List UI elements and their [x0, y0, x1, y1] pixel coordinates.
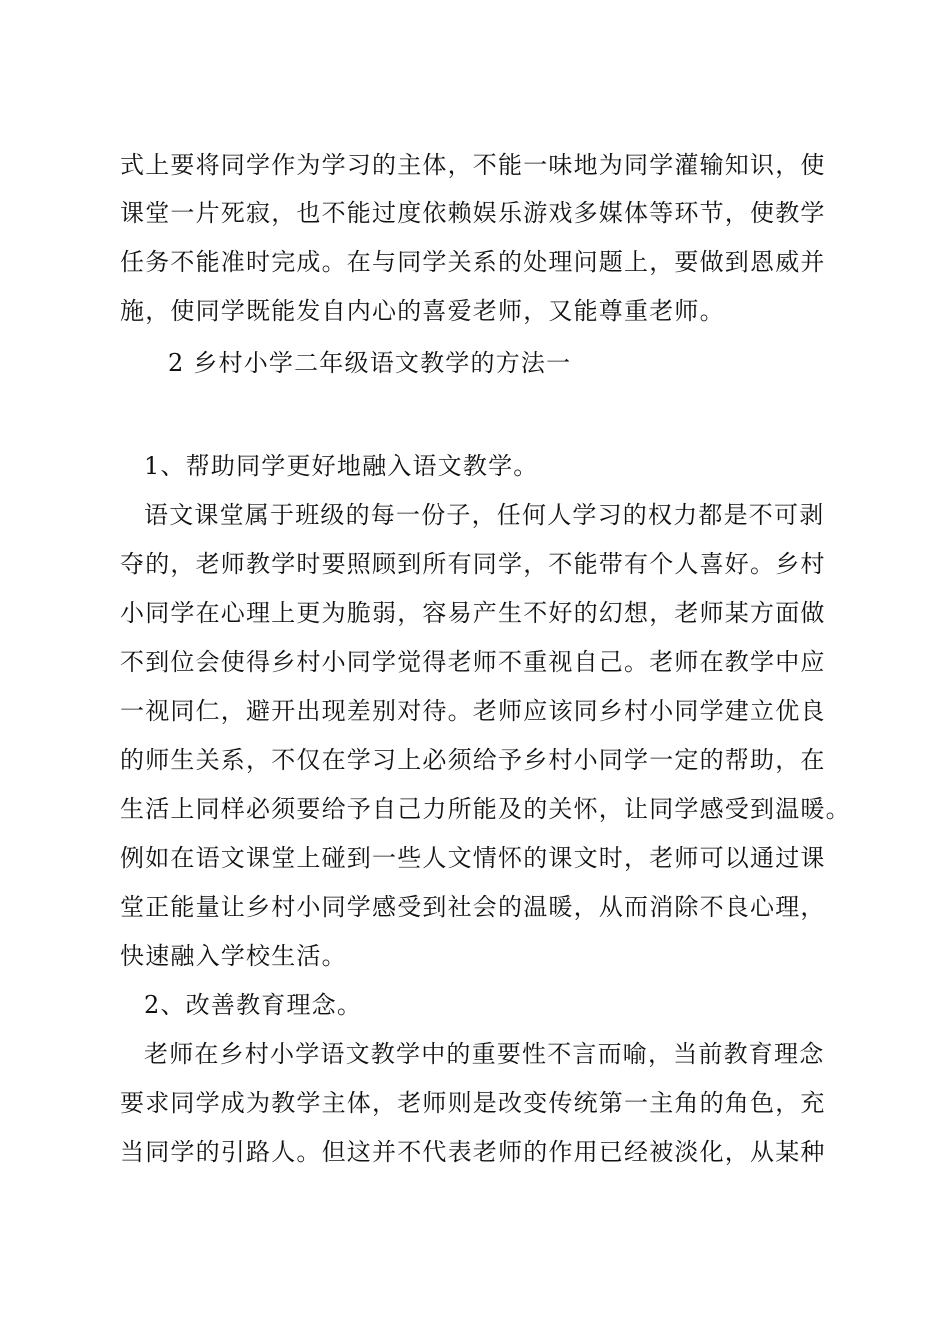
paragraph-line: 施，使同学既能发自内心的喜爱老师，又能尊重老师。 — [120, 297, 725, 325]
paragraph-line: 老师在乡村小学语文教学中的重要性不言而喻，当前教育理念 — [144, 1040, 825, 1068]
paragraph-line: 当同学的引路人。但这并不代表老师的作用已经被淡化，从某种 — [120, 1138, 826, 1166]
section-heading: 2 乡村小学二年级语文教学的方法一 — [168, 349, 572, 377]
paragraph-line: 不到位会使得乡村小同学觉得老师不重视自己。老师在教学中应 — [120, 648, 826, 676]
paragraph-line: 一视同仁，避开出现差别对待。老师应该同乡村小同学建立优良 — [120, 697, 826, 725]
paragraph-line: 夺的，老师教学时要照顾到所有同学，不能带有个人喜好。乡村 — [120, 550, 826, 578]
paragraph-line: 式上要将同学作为学习的主体，不能一味地为同学灌输知识，使 — [120, 151, 826, 179]
paragraph-line: 堂正能量让乡村小同学感受到社会的温暖，从而消除不良心理， — [120, 893, 826, 921]
paragraph-line: 快速融入学校生活。 — [120, 942, 347, 970]
paragraph-line: 任务不能准时完成。在与同学关系的处理问题上，要做到恩威并 — [120, 248, 826, 276]
subsection-heading: 1、帮助同学更好地融入语文教学。 — [144, 452, 539, 480]
paragraph-line: 语文课堂属于班级的每一份子，任何人学习的权力都是不可剥 — [144, 501, 825, 529]
subsection-heading: 2、改善教育理念。 — [144, 991, 363, 1019]
paragraph-line: 生活上同样必须要给予自己力所能及的关怀，让同学感受到温暖。 — [120, 795, 851, 823]
paragraph-line: 小同学在心理上更为脆弱，容易产生不好的幻想，老师某方面做 — [120, 599, 826, 627]
paragraph-line: 例如在语文课堂上碰到一些人文情怀的课文时，老师可以通过课 — [120, 844, 826, 872]
paragraph-line: 要求同学成为教学主体，老师则是改变传统第一主角的角色，充 — [120, 1089, 826, 1117]
paragraph-line: 课堂一片死寂，也不能过度依赖娱乐游戏多媒体等环节，使教学 — [120, 199, 826, 227]
paragraph-line: 的师生关系，不仅在学习上必须给予乡村小同学一定的帮助，在 — [120, 746, 826, 774]
